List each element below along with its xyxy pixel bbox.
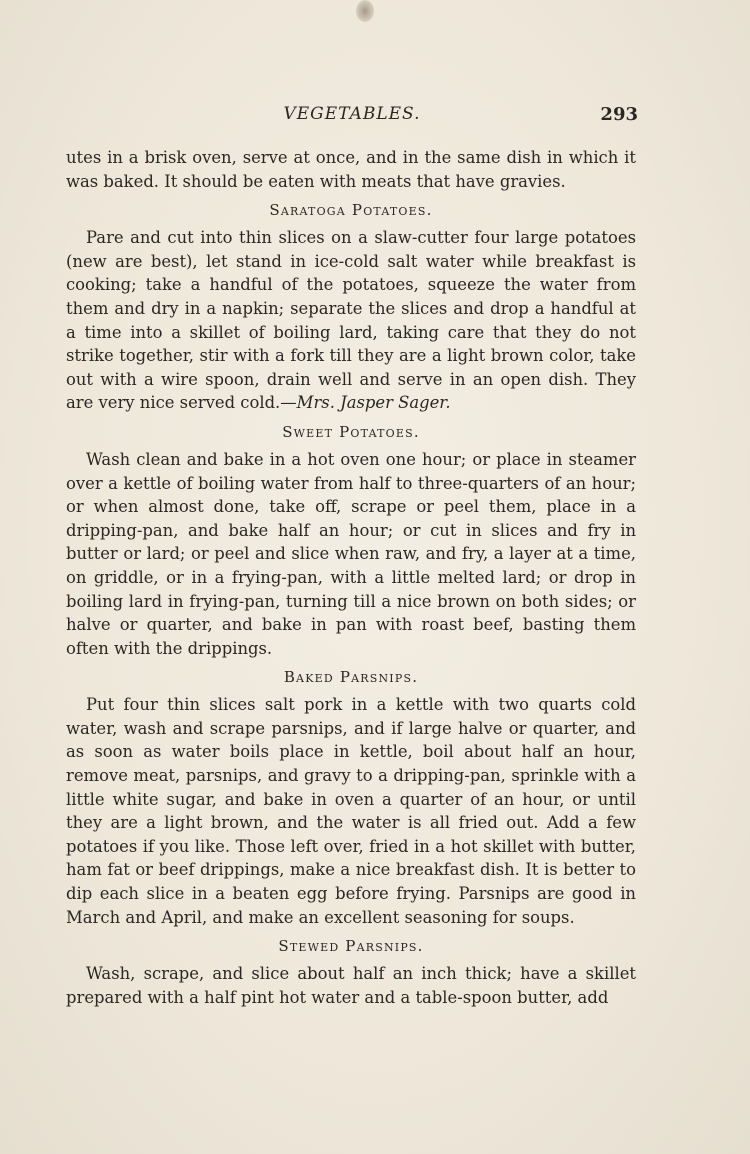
continuation-paragraph: utes in a brisk oven, serve at once, and in the same dish in which it was baked. It should be eaten with meats that have gravies. xyxy=(66,148,636,191)
section-title-sweet-potatoes: Sweet Potatoes. xyxy=(282,422,420,441)
section-title-stewed-parsnips: Stewed Parsnips. xyxy=(278,937,424,956)
running-head: VEGETABLES. xyxy=(283,104,421,124)
recipe-attribution: Mrs. Jasper Sager. xyxy=(296,393,451,413)
section-title-baked-parsnips: Baked Parsnips. xyxy=(283,668,419,687)
recipe-baked-parsnips: Put four thin slices salt pork in a kettle with two quarts cold water, wash and scrape parsnips, and if large halve or quarter, and as soon as water boils place in kettle, boil about half an hour, remove meat, parsnips, and gravy to a dripping-pan, sprinkle with a little white sugar, and bake in oven a quarter of an hour, or until they are a light brown, and the water is all fried out. Add a few potatoes if you like. Those left over, fried in a hot skillet with butter, ham fat or beef drippings, make a nice breakfast dish. It is better to dip each slice in a beaten egg before frying. Parsnips are good in March and April, and make an excellent seasoning for soups. xyxy=(66,695,636,927)
recipe-sweet-potatoes: Wash clean and bake in a hot oven one hour; or place in steamer over a kettle of boiling water from half to three-quarters of an hour; or when almost done, take off, scrape or peel them, place in a dripping-pan, and bake half an hour; or cut in slices and fry in butter or lard; or peel and slice when raw, and fry, a layer at a time, on griddle, or in a frying-pan, with a little melted lard; or drop in boiling lard in frying-pan, turning till a nice brown on both sides; or halve or quarter, and bake in pan with roast beef, basting them often with the drippings. xyxy=(66,449,636,658)
recipe-stewed-parsnips: Wash, scrape, and slice about half an inch thick; have a skillet prepared with a half pint hot water and a table-spoon butter, add xyxy=(66,964,636,1007)
page-number: 293 xyxy=(600,104,638,125)
recipe-text: Pare and cut into thin slices on a slaw-cutter four large potatoes (new are best), let stand in ice-cold salt water while breakfast is cooking; take a handful of the potatoes, squeeze the water from them and dry in a napkin; separate the slices and drop a handful at a time into a skillet of boiling lard, taking care that they do not strike together, stir with a fork till they are a light brown color, take out with a wire spoon, drain well and serve in an open dish. They are very nice served cold.— xyxy=(66,228,636,413)
recipe-saratoga-potatoes xyxy=(66,226,636,415)
page-body xyxy=(66,146,636,1009)
section-title-saratoga-potatoes: Saratoga Potatoes. xyxy=(269,201,433,220)
page-header xyxy=(66,104,638,130)
paper-stain xyxy=(356,0,374,22)
